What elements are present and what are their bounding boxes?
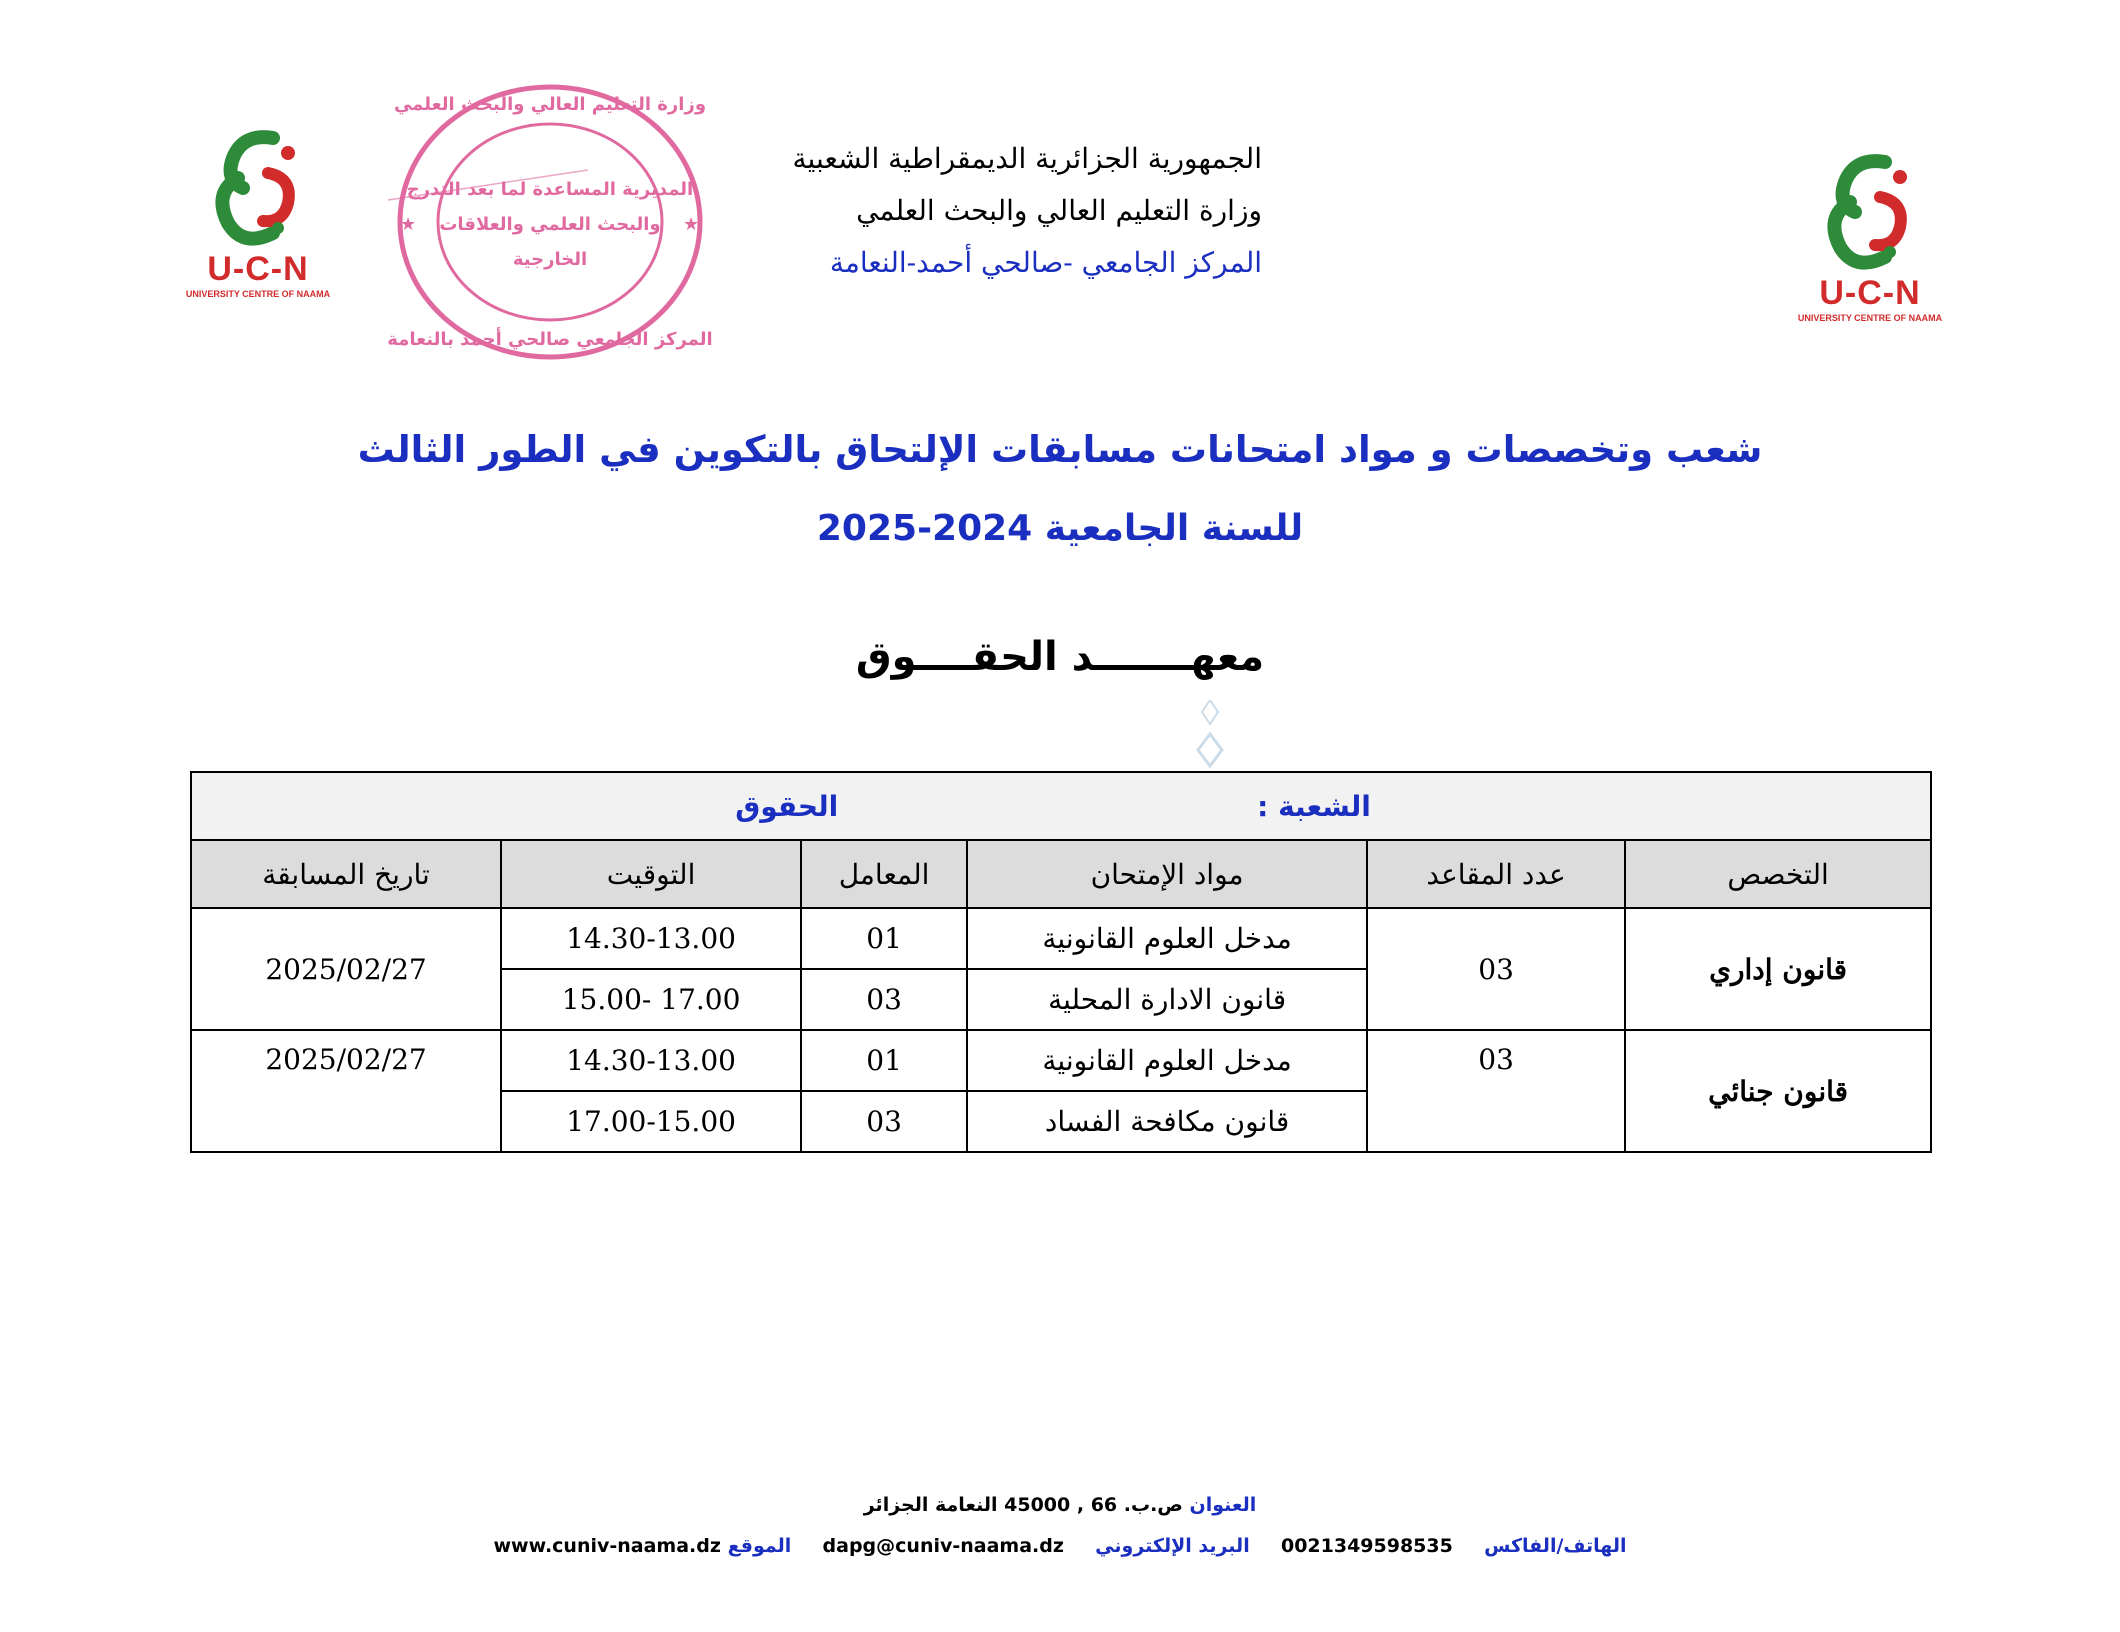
header-ministry: وزارة التعليم العالي والبحث العلمي [856, 194, 1262, 227]
subject-cell: قانون مكافحة الفساد [967, 1091, 1367, 1152]
subject-cell: مدخل العلوم القانونية [967, 1030, 1367, 1091]
specialty-cell: قانون إداري [1625, 908, 1931, 1030]
table-header-row [191, 840, 1931, 908]
subject-cell: مدخل العلوم القانونية [967, 908, 1367, 969]
academic-year: للسنة الجامعية 2024-2025 [816, 508, 1304, 549]
coefficient-cell: 01 [801, 1030, 967, 1091]
header-specialty: التخصص [1625, 840, 1931, 908]
time-cell: 17.00-15.00 [501, 1091, 801, 1152]
website-value[interactable]: www.cuniv-naama.dz [493, 1535, 721, 1557]
institute-name: معهـــــــد الحقــــوق [855, 634, 1265, 680]
date-cell: 2025/02/27 [191, 908, 501, 1030]
table-row [191, 908, 1931, 969]
website-label: الموقع [727, 1535, 792, 1557]
seal-stamp-icon [378, 70, 723, 375]
table-row [191, 1030, 1931, 1091]
header-university: المركز الجامعي -صالحي أحمد-النعامة [829, 246, 1262, 279]
footer-contact [0, 1535, 2120, 1557]
time-cell: 17.00 -15.00 [501, 969, 801, 1030]
seal-outer-text: وزارة التعليم العالي والبحث العلمي [393, 94, 707, 115]
ucn-logo-left [178, 118, 338, 299]
branch-value: الحقوق [735, 789, 839, 823]
seats-cell: 03 [1367, 908, 1625, 1030]
document-title: شعب وتخصصات و مواد امتحانات مسابقات الإلتحاق بالتكوين في الطور الثالث [357, 428, 1763, 471]
branch-row [191, 772, 1931, 840]
coefficient-cell: 03 [801, 1091, 967, 1152]
seal-inner-line: المديرية المساعدة لما بعد التدرج [406, 179, 694, 200]
email-value[interactable]: dapg@cuniv-naama.dz [822, 1535, 1064, 1557]
seal-outer-text-bottom: المركز الجامعي صالحي أحمد بالنعامة [387, 329, 713, 350]
header-date: تاريخ المسابقة [191, 840, 501, 908]
phone-label: الهاتف/الفاكس [1484, 1535, 1627, 1557]
date-cell: 2025/02/27 [191, 1030, 501, 1152]
logo-text: U-C-N [1819, 274, 1921, 312]
address-value: ص.ب. 66 , 45000 النعامة الجزائر [863, 1494, 1183, 1516]
header-seats: عدد المقاعد [1367, 840, 1625, 908]
address-label: العنوان [1189, 1494, 1257, 1516]
header-subjects: مواد الإمتحان [967, 840, 1367, 908]
subject-cell: قانون الادارة المحلية [967, 969, 1367, 1030]
coefficient-cell: 03 [801, 969, 967, 1030]
seal-inner-line: والبحث العلمي والعلاقات [439, 214, 661, 235]
seal-inner-line: الخارجية [512, 249, 588, 270]
header-coefficient: المعامل [801, 840, 967, 908]
footer-address [0, 1494, 2120, 1516]
svg-text:★: ★ [683, 214, 700, 235]
email-label: البريد الإلكتروني [1095, 1535, 1250, 1557]
svg-text:★: ★ [400, 214, 417, 235]
ucn-emblem-icon [178, 118, 338, 258]
logo-subtitle: UNIVERSITY CENTRE OF NAAMA [185, 289, 331, 299]
coefficient-cell: 01 [801, 908, 967, 969]
header-republic: الجمهورية الجزائرية الديمقراطية الشعبية [792, 142, 1262, 175]
official-seal-stamp [378, 70, 723, 375]
logo-subtitle: UNIVERSITY CENTRE OF NAAMA [1797, 313, 1943, 323]
phone-value: 0021349598535 [1280, 1535, 1453, 1557]
ucn-emblem-icon [1790, 142, 1950, 282]
time-cell: 14.30-13.00 [501, 908, 801, 969]
seats-cell: 03 [1367, 1030, 1625, 1152]
specialty-cell: قانون جنائي [1625, 1030, 1931, 1152]
ucn-logo-right [1790, 142, 1950, 323]
logo-text: U-C-N [207, 250, 309, 288]
time-cell: 14.30-13.00 [501, 1030, 801, 1091]
branch-label: الشعبة : [1257, 789, 1371, 823]
header-time: التوقيت [501, 840, 801, 908]
exam-table [190, 771, 1932, 1153]
ministry-header [793, 133, 1262, 289]
